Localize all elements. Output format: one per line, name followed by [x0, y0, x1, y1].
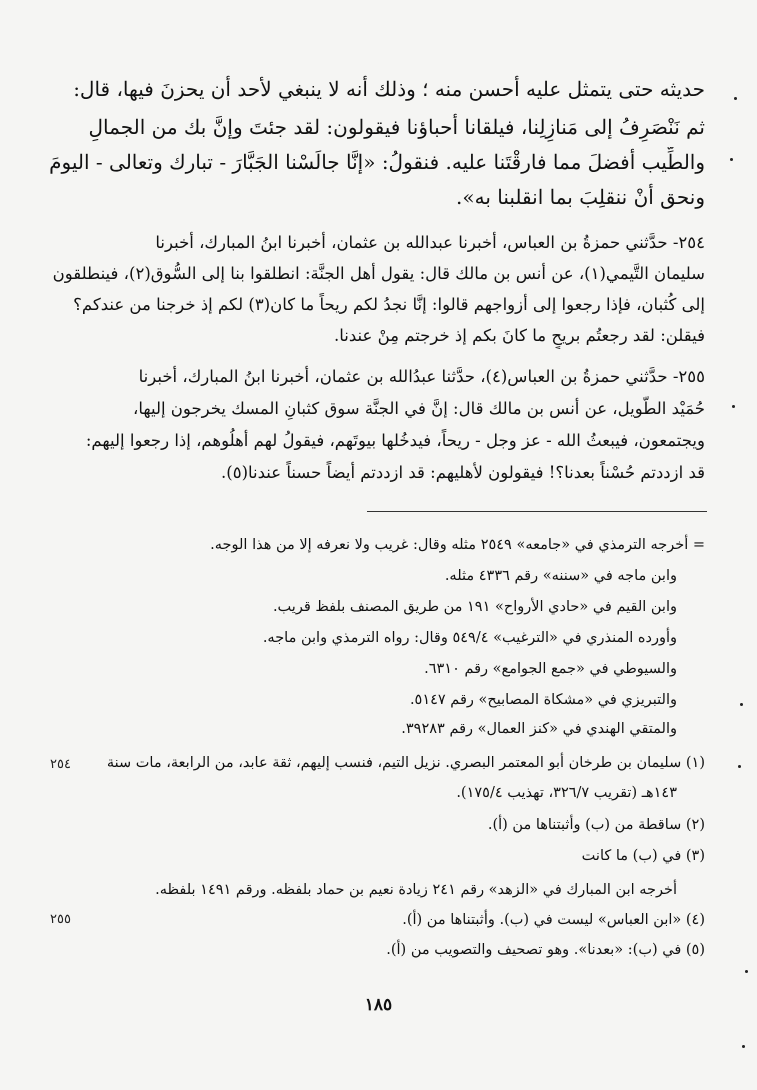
- footnote-line: (٥) في (ب): «بعدنا». وهو تصحيف والتصويب من (أ).: [386, 942, 705, 958]
- margin-label-255: ٢٥٥: [50, 912, 71, 927]
- footnote-line: أخرجه ابن المبارك في «الزهد» رقم ٢٤١ زيادة نعيم بن حماد بلفظه. ورقم ١٤٩١ بلفظه.: [155, 882, 677, 898]
- footnote-line: والمتقي الهندي في «كنز العمال» رقم ٣٩٢٨٣.: [401, 721, 677, 737]
- margin-label-254: ٢٥٤: [50, 757, 71, 772]
- scan-speck: [742, 1045, 745, 1048]
- scan-speck: [732, 405, 735, 408]
- hadith-255-line: حُمَيْد الطَّويل، عن أنس بن مالك قال: إنَّ في الجنَّة سوق كثبانِ المسك يخرجون إليها،: [133, 399, 705, 418]
- footnote-line: (٤) «ابن العباس» ليست في (ب). وأثبتناها من (أ).: [402, 912, 705, 928]
- hadith-254-line: إلى كُثبان، فإذا رجعوا إلى أزواجهم قالوا: إنَّا نجدُ لكم ريحاً ما كان(٣) لكم إذ خرجنا من عندكم؟: [73, 295, 705, 314]
- page-number: ١٨٥: [364, 995, 393, 1015]
- footnote-line: وابن القيم في «حادي الأرواح» ١٩١ من طريق المصنف بلفظ قريب.: [272, 599, 677, 615]
- hadith-255-line: قد ازددتم حُسْناً بعدنا؟! فيقولون لأهليهم: قد ازددتم أيضاً حسناً عندنا(٥).: [221, 463, 705, 482]
- main-text-line: ثم نَنْصَرِفُ إلى مَنازِلِنا، فيلقانا أحباؤنا فيقولون: لقد جئتَ وإنَّ بك من الجمالِ: [88, 115, 705, 139]
- footnote-line: (٣) في (ب) ما كانت: [581, 848, 705, 864]
- hadith-255-line: ويجتمعون، فيبعثُ الله - عز وجل - ريحاً، فيدخُلها بيوتَهم، فيقولُ لهم أهلُوهم، إذا رجعوا إليهم:: [85, 431, 705, 450]
- scan-speck: [730, 158, 733, 161]
- hadith-255-line: ٢٥٥- حدَّثني حمزةُ بن العباس(٤)، حدَّثنا عبدُالله بن عثمان، أخبرنا ابنُ المبارك، أخبرنا: [138, 367, 705, 386]
- footnote-line: والتبريزي في «مشكاة المصابيح» رقم ٥١٤٧.: [409, 692, 677, 708]
- footnote-line: وابن ماجه في «سننه» رقم ٤٣٣٦ مثله.: [444, 568, 677, 584]
- footnote-separator: [367, 511, 707, 512]
- scan-speck: [734, 97, 737, 100]
- hadith-254-line: ٢٥٤- حدَّثني حمزةُ بن العباس، أخبرنا عبدالله بن عثمان، أخبرنا ابنُ المبارك، أخبرنا: [155, 233, 705, 252]
- main-text-line: حديثه حتى يتمثل عليه أحسن منه ؛ وذلك أنه لا ينبغي لأحد أن يحزنَ فيها، قال:: [73, 77, 705, 101]
- footnote-line: = أخرجه الترمذي في «جامعه» ٢٥٤٩ مثله وقال: غريب ولا نعرفه إلا من هذا الوجه.: [210, 537, 705, 553]
- scan-speck: [745, 970, 748, 973]
- hadith-254-line: فيقلن: لقد رجعتُم بريحٍ ما كانَ بكم إذ خرجتم مِنْ عندنا.: [333, 326, 705, 345]
- footnote-line: والسيوطي في «جمع الجوامع» رقم ٦٣١٠.: [424, 661, 677, 677]
- scan-speck: [740, 703, 743, 706]
- footnote-line: ١٤٣هـ (تقريب ٣٢٦/٧، تهذيب ١٧٥/٤).: [456, 785, 677, 801]
- hadith-254-line: سليمان التَّيمي(١)، عن أنس بن مالك قال: يقول أهل الجنَّة: انطلقوا بنا إلى السُّوق(٢)، فينطلقون: [52, 264, 705, 283]
- main-text-line: والطِّيب أفضلَ مما فارقْتَنا عليه. فنقولُ: «إنَّا جالَسْنا الجَبَّارَ - تبارك وتعالى - اليومَ: [49, 150, 705, 174]
- scan-speck: [738, 765, 741, 768]
- footnote-line: وأورده المنذري في «الترغيب» ٥٤٩/٤ وقال: رواه الترمذي وابن ماجه.: [262, 630, 677, 646]
- footnote-line: (٢) ساقطة من (ب) وأثبتناها من (أ).: [487, 817, 705, 833]
- footnote-line: (١) سليمان بن طرخان أبو المعتمر البصري. نزيل التيم، فنسب إليهم، ثقة عابد، من الرابعة، مات سنة: [106, 755, 705, 771]
- main-text-line: ونحق أنْ ننقلِبَ بما انقلبنا به».: [456, 185, 705, 209]
